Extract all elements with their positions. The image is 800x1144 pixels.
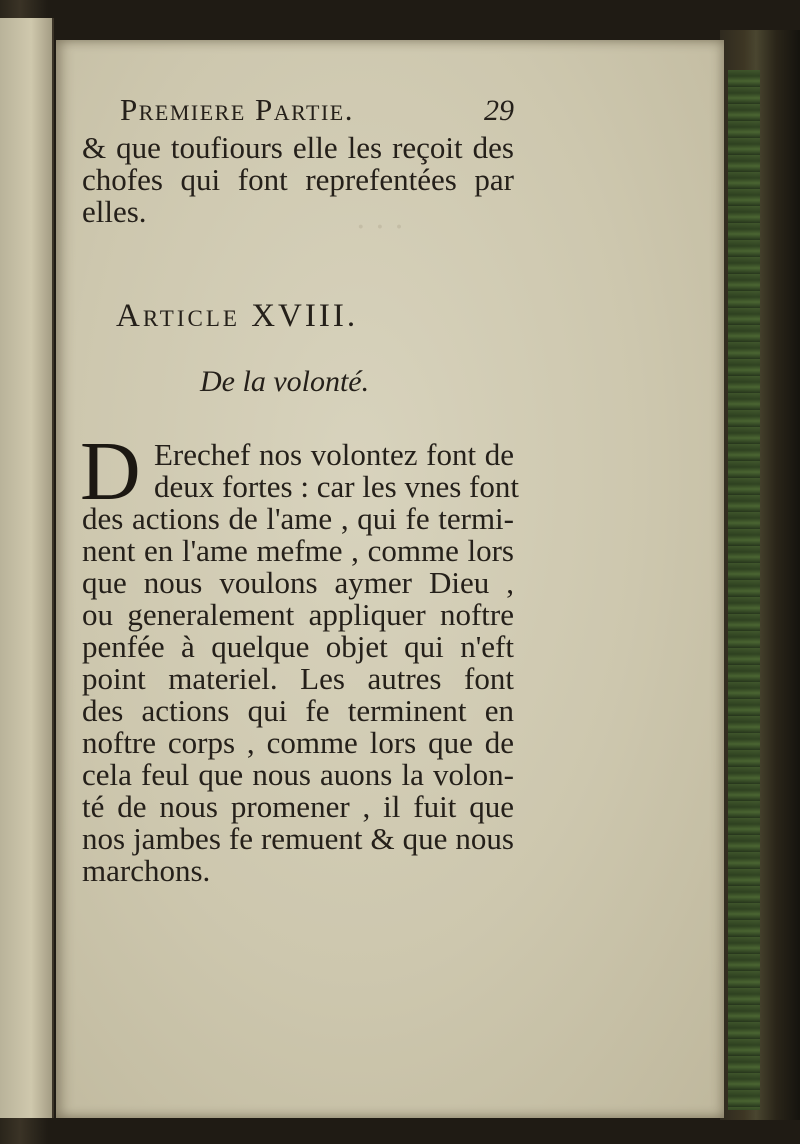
text-line: ou generalement appliquer noftre [82,597,514,632]
running-head [82,92,514,132]
text-line: nos jambes fe remuent & que nous [82,821,514,856]
text-line: cela feul que nous auons la volon- [82,757,514,792]
text-line: des actions de l'ame , qui fe termi- [82,501,514,536]
text-line: des actions qui fe terminent en [82,693,514,728]
running-title: Premiere Partie. [120,92,354,127]
text-line: chofes qui font reprefentées par [82,162,514,197]
page-text-block [80,92,519,888]
text-line: té de nous promener , il fuit que [82,789,514,824]
text-line: & que toufiours elle les reçoit des [82,130,514,165]
text-line: que nous voulons aymer Dieu , [82,565,514,600]
show-through-text: · · · [356,210,404,245]
binding-edge [720,30,800,1120]
text-line: Erechef nos volontez font de [154,437,514,472]
drop-cap: D [80,425,141,518]
spine-pattern [728,70,760,1110]
text-line: point materiel. Les autres font [82,661,514,696]
opening-lines [82,132,514,228]
page-number: 29 [484,94,514,127]
text-line: nent en l'ame mefme , comme lors [82,533,514,568]
text-line: noftre corps , comme lors que de [82,725,514,760]
text-line: penfée à quelque objet qui n'eft [82,629,514,664]
text-line: marchons. [82,853,211,888]
article-heading: Article XVIII. [116,298,359,334]
article-subtitle: De la volonté. [200,365,370,398]
facing-page-edge [0,18,54,1118]
text-line: deux fortes : car les vnes font [154,469,519,504]
book-page [56,40,724,1118]
article-paragraph [80,425,519,888]
text-line: elles. [82,194,147,229]
